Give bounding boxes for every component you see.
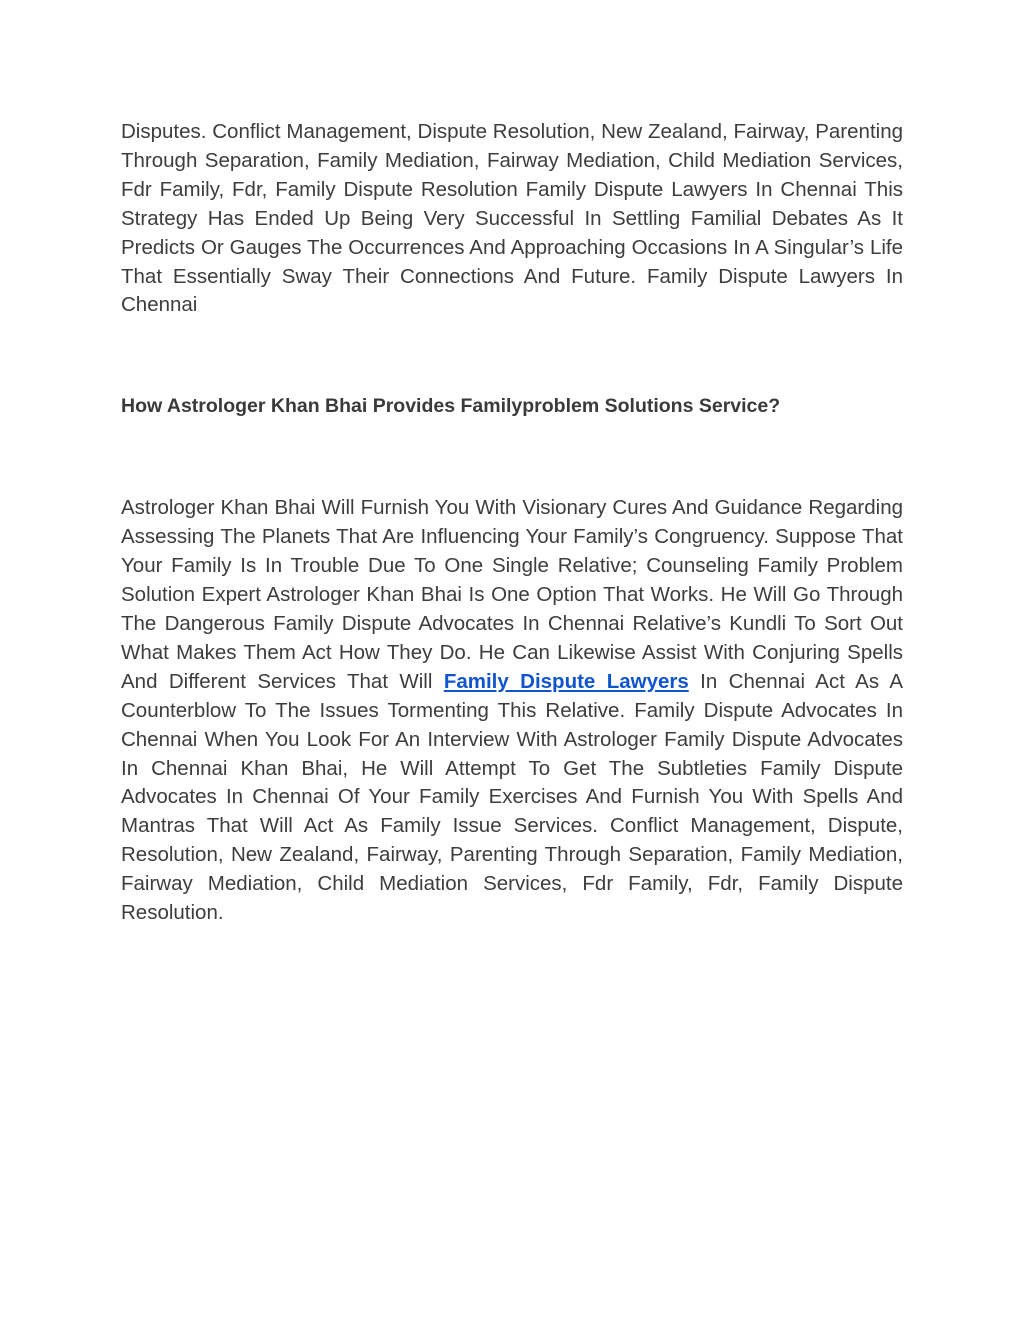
spacer bbox=[121, 320, 903, 392]
intro-paragraph-text: Disputes. Conflict Management, Dispute Resolution, New Zealand, Fairway, Parenting Through Separation, Family Mediation, Fairway Mediation, Child Mediation Services, Fdr Family, Fdr, Family Dispute Resolution Family Dispute Lawyers In Chennai This Strategy Has Ended Up Being Very Successful In Settling Familial Debates As It Predicts Or Gauges The Occurrences And Approaching Occasions In A Singular’s Life That Essentially Sway Their Connections And Future. Family Dispute Lawyers In Chennai bbox=[121, 120, 903, 317]
spacer bbox=[121, 420, 903, 494]
body-paragraph-text-start: Astrologer Khan Bhai Will Furnish You With Visionary Cures And Guidance Regarding Assessing The Planets That Are Influencing Your Family’s Congruency. Suppose That Your Family Is In Trouble Due To One Single Relative; Counseling Family Problem Solution Expert Astrologer Khan Bhai Is One Option That Works. He Will Go Through The Dangerous Family Dispute Advocates In Chennai Relative’s Kundli To Sort Out What Makes Them Act How They Do. He Can Likewise Assist With Conjuring Spells And Different Services That Will bbox=[121, 496, 903, 693]
document-page bbox=[121, 118, 903, 928]
section-heading: How Astrologer Khan Bhai Provides Familyproblem Solutions Service? bbox=[121, 395, 781, 418]
body-paragraph-text-end: In Chennai Act As A Counterblow To The Issues Tormenting This Relative. Family Dispute Advocates In Chennai When You Look For An Interview With Astrologer Family Dispute Advocates In Chennai Khan Bhai, He Will Attempt To Get The Subtleties Family Dispute Advocates In Chennai Of Your Family Exercises And Furnish You With Spells And Mantras That Will Act As Family Issue Services. Conflict Management, Dispute, Resolution, New Zealand, Fairway, Parenting Through Separation, Family Mediation, Fairway Mediation, Child Mediation Services, Fdr Family, Fdr, Family Dispute Resolution. bbox=[121, 669, 904, 925]
family-dispute-lawyers-link[interactable]: Family Dispute Lawyers bbox=[443, 669, 689, 693]
body-paragraph bbox=[121, 494, 903, 928]
intro-paragraph bbox=[121, 118, 903, 320]
